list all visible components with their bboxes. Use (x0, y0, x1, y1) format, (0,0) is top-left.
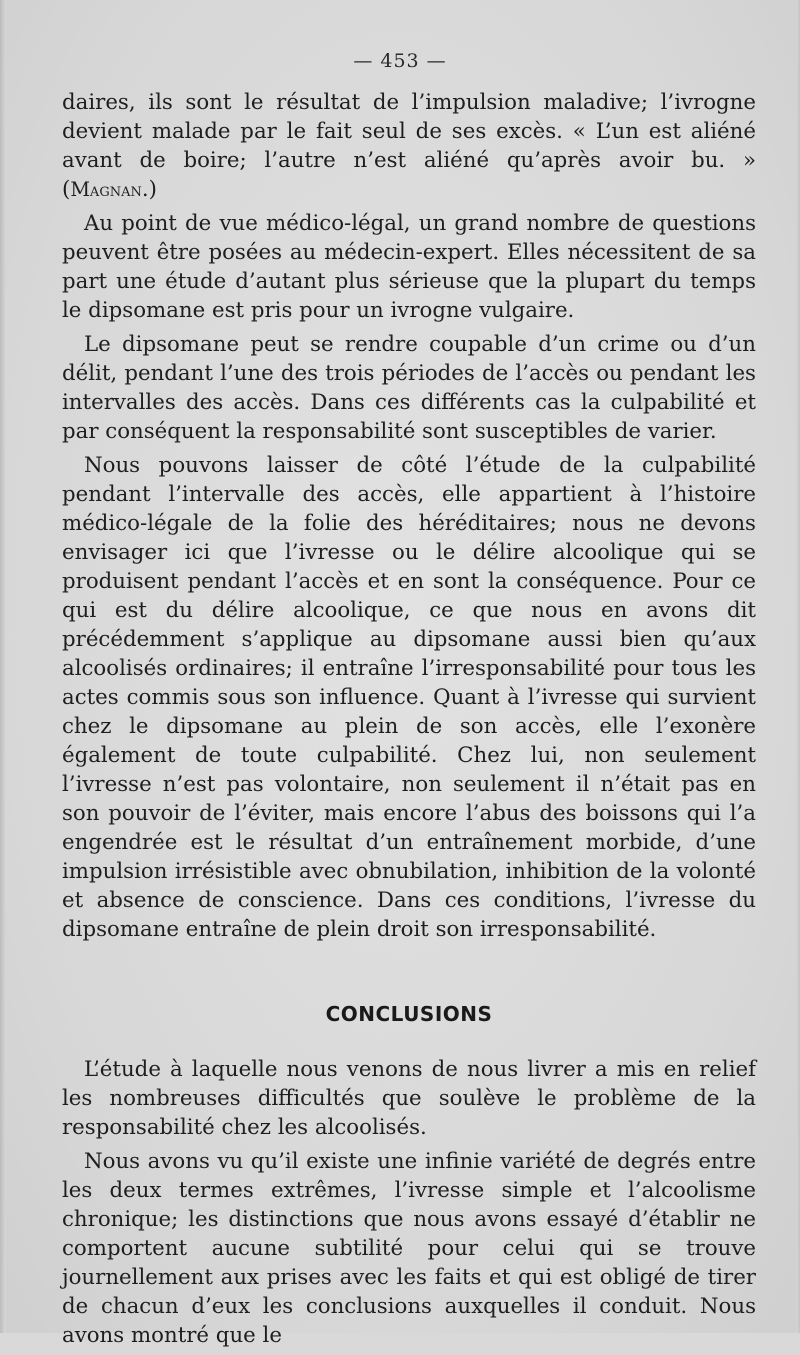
paragraph-4: Nous pouvons laisser de côté l’étude de la culpabilité pendant l’intervalle des accès, elle appartient à l’histoire médico-légale de la folie des héréditaires; nous ne devons envisager ici que l’ivresse ou le délire alcoolique qui se produisent pendant l’accès et en sont la conséquence. Pour ce qui est du délire alcoolique, ce que nous en avons dit précédemment s’applique au dipsomane aussi bien qu’aux alcoolisés ordinaires; il entraîne l’irresponsabilité pour tous les actes commis sous son influence. Quant à l’ivresse qui survient chez le dipsomane au plein de son accès, elle l’exonère également de toute culpabilité. Chez lui, non seulement l’ivresse n’est pas volontaire, non seulement il n’était pas en son pouvoir de l’éviter, mais encore l’abus des boissons qui l’a engendrée est le résultat d’un entraînement morbide, d’une impulsion irrésistible avec obnubilation, inhibition de la volonté et absence de conscience. Dans ces conditions, l’ivresse du dipsomane entraîne de plein droit son irresponsabilité. (62, 453, 756, 942)
citation-close: .) (141, 177, 157, 202)
conclusions-heading: CONCLUSIONS (325, 1002, 493, 1026)
page-right-edge (796, 0, 800, 1333)
page-text (62, 88, 756, 1355)
paragraph-3: Le dipsomane peut se rendre coupable d’un crime ou d’un délit, pendant l’une des trois périodes de l’accès ou pendant les intervalles des accès. Dans ces différents cas la culpabilité et par conséquent la responsabilité sont susceptibles de varier. (62, 332, 756, 444)
paragraph-1 (62, 88, 756, 204)
conclusions-paragraph-2: Nous avons vu qu’il existe une infinie variété de degrés entre les deux termes extrêmes, l’ivresse simple et l’alcoolisme chronique; les distinctions que nous avons essayé d’établir ne comportent aucune subtilité pour celui qui se trouve journellement aux prises avec les faits et qui est obligé de tirer de chacun d’eux les conclusions auxquelles il conduit. Nous avons montré que le (62, 1149, 756, 1348)
author-citation: Magnan (70, 178, 142, 201)
page-left-edge (0, 0, 6, 1333)
paragraph-1-text: daires, ils sont le résultat de l’impulsion maladive; l’ivrogne devient malade par le fait seul de ses excès. « L’un est aliéné avant de boire; l’autre n’est aliéné qu’après avoir bu. » ( (62, 90, 756, 202)
conclusions-paragraph-1: L’étude à laquelle nous venons de nous livrer a mis en relief les nombreuses difficultés que soulève le problème de la responsabilité chez les alcoolisés. (62, 1057, 756, 1140)
paragraph-2: Au point de vue médico-légal, un grand nombre de questions peuvent être posées au médecin-expert. Elles nécessitent de sa part une étude d’autant plus sérieuse que la plupart du temps le dipsomane est pris pour un ivrogne vulgaire. (62, 211, 756, 323)
page-number: — 453 — (353, 50, 447, 72)
